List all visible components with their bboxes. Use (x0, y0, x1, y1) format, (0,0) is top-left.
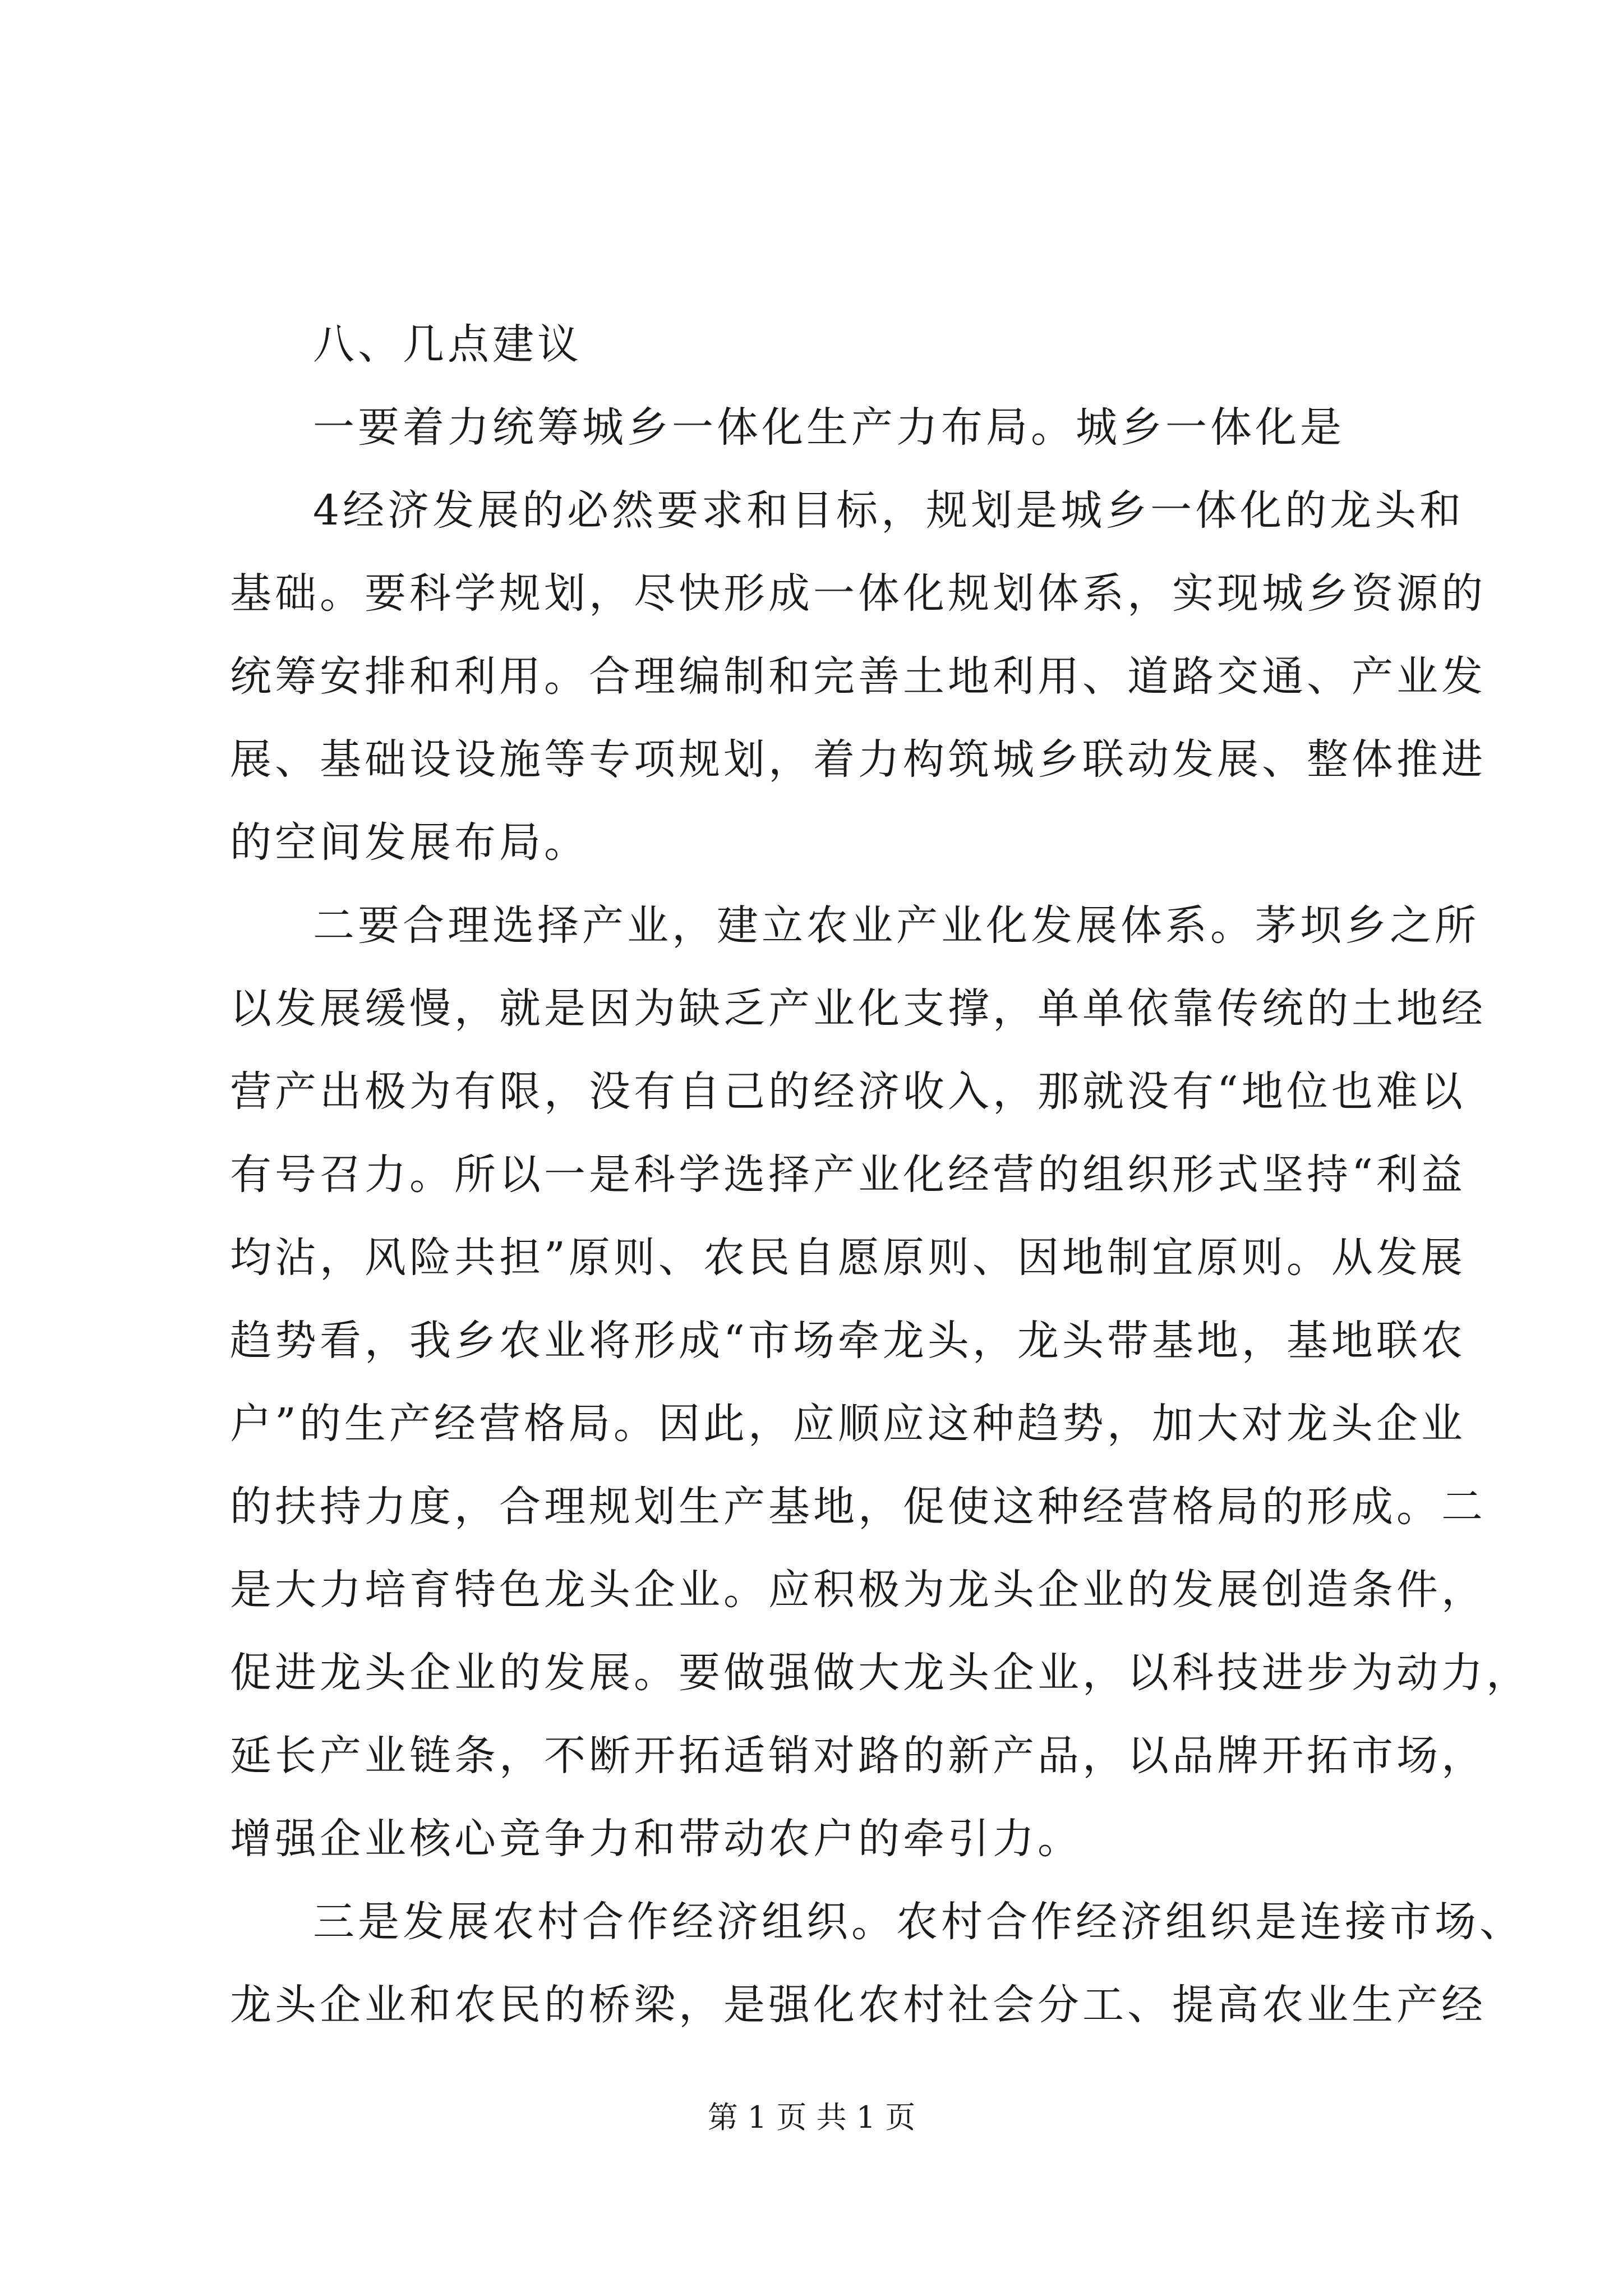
paragraph-line: 一要着力统筹城乡一体化生产力布局。城乡一体化是 (313, 403, 1345, 452)
section-heading: 八、几点建议 (313, 320, 582, 369)
paragraph-line: 的空间发展布局。 (230, 818, 589, 867)
paragraph-line: 增强企业核心竞争力和带动农户的牵引力。 (230, 1815, 1082, 1863)
paragraph-line: 以发展缓慢，就是因为缺乏产业化支撑，单单依靠传统的土地经 (230, 984, 1486, 1033)
paragraph-line: 户”的生产经营格局。因此，应顺应这种趋势，加大对龙头企业 (230, 1400, 1466, 1448)
paragraph-line: 统筹安排和利用。合理编制和完善土地利用、道路交通、产业发 (230, 652, 1486, 701)
paragraph-line: 展、基础设设施等专项规划，着力构筑城乡联动发展、整体推进 (230, 735, 1486, 784)
paragraph-line: 龙头企业和农民的桥梁，是强化农村社会分工、提高农业生产经 (230, 1981, 1486, 2029)
paragraph-line: 是大力培育特色龙头企业。应积极为龙头企业的发展创造条件， (230, 1566, 1486, 1614)
paragraph-line: 二要合理选择产业，建立农业产业化发展体系。茅坝乡之所 (313, 901, 1479, 950)
paragraph-line: 营产出极为有限，没有自己的经济收入，那就没有“地位也难以 (230, 1068, 1466, 1116)
paragraph-line: 有号召力。所以一是科学选择产业化经营的组织形式坚持“利益 (230, 1151, 1466, 1199)
paragraph-line: 基础。要科学规划，尽快形成一体化规划体系，实现城乡资源的 (230, 569, 1486, 618)
paragraph-line: 的扶持力度，合理规划生产基地，促使这种经营格局的形成。二 (230, 1483, 1486, 1531)
paragraph-line: 延长产业链条，不断开拓适销对路的新产品，以品牌开拓市场， (230, 1732, 1486, 1780)
paragraph-line: 促进龙头企业的发展。要做强做大龙头企业，以科技进步为动力， (230, 1649, 1531, 1697)
paragraph-line: 趋势看，我乡农业将形成“市场牵龙头，龙头带基地，基地联农 (230, 1317, 1466, 1365)
document-body (230, 303, 1531, 2046)
paragraph-line: 均沾，风险共担”原则、农民自愿原则、因地制宜原则。从发展 (230, 1234, 1466, 1282)
paragraph-line: 三是发展农村合作经济组织。农村合作经济组织是连接市场、 (313, 1898, 1524, 1946)
paragraph-line: 4经济发展的必然要求和目标，规划是城乡一体化的龙头和 (313, 486, 1465, 535)
page-footer: 第 1 页 共 1 页 (707, 2100, 916, 2135)
